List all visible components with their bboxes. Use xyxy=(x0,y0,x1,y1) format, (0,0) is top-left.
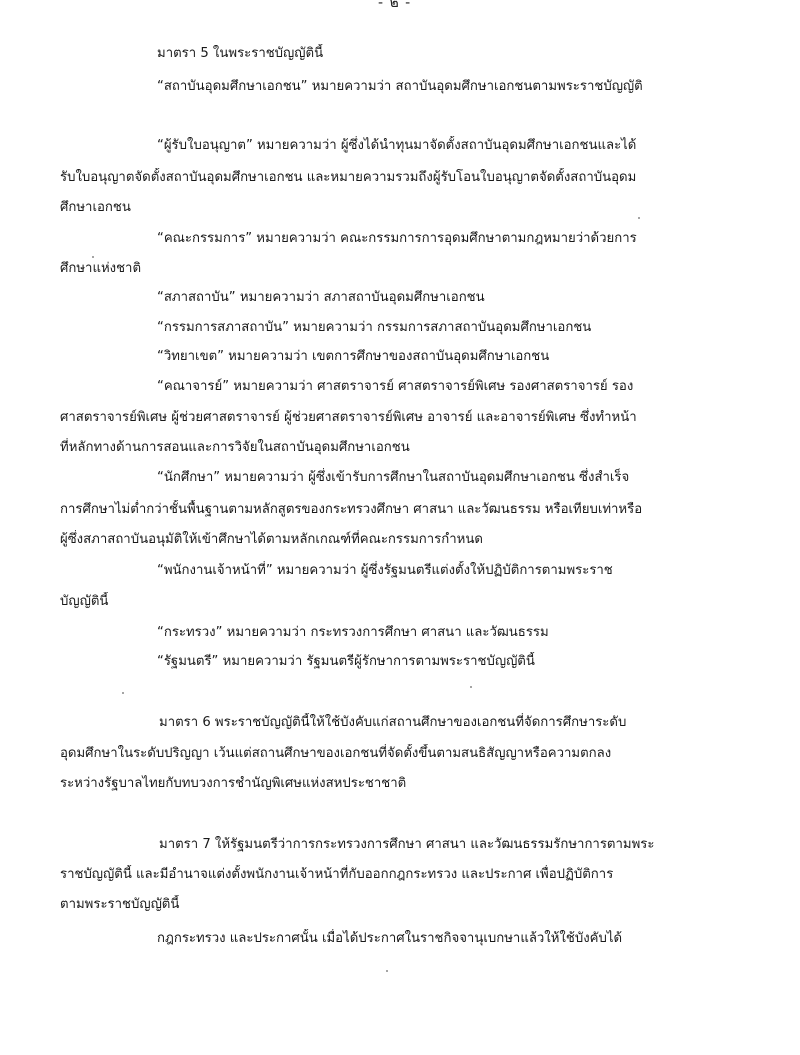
definition-committee: “คณะกรรมการ” หมายความว่า คณะกรรมการการอุดมศึกษาตามกฎหมายว่าด้วยการ xyxy=(157,231,637,246)
definition-committee-end: ศึกษาแห่งชาติ xyxy=(60,261,142,276)
section-6-text: มาตรา 6 พระราชบัญญัตินี้ให้ใช้บังคับแก่สถานศึกษาของเอกชนที่จัดการศึกษาระดับ xyxy=(159,715,627,730)
section-7-end: ตามพระราชบัญญัตินี้ xyxy=(60,897,180,912)
definition-student-end: ผู้ซึ่งสภาสถาบันอนุมัติให้เข้าศึกษาได้ตามหลักเกณฑ์ที่คณะกรรมการกำหนด xyxy=(60,532,483,547)
scan-speck xyxy=(470,686,472,688)
ministerial-regulation-effect: กฎกระทรวง และประกาศนั้น เมื่อได้ประกาศในราชกิจจานุเบกษาแล้วให้ใช้บังคับได้ xyxy=(157,931,623,946)
definition-faculty-continued: ศาสตราจารย์พิเศษ ผู้ช่วยศาสตราจารย์ ผู้ช่วยศาสตราจารย์พิเศษ อาจารย์ และอาจารย์พิเศษ ซึ่งทำหน้า xyxy=(60,410,637,425)
scan-speck xyxy=(638,217,640,219)
definition-council-member: “กรรมการสภาสถาบัน” หมายความว่า กรรมการสภาสถาบันอุดมศึกษาเอกชน xyxy=(157,320,592,335)
definition-faculty: “คณาจารย์” หมายความว่า ศาสตราจารย์ ศาสตราจารย์พิเศษ รองศาสตราจารย์ รอง xyxy=(157,379,634,394)
section-7-text: มาตรา 7 ให้รัฐมนตรีว่าการกระทรวงการศึกษา ศาสนา และวัฒนธรรมรักษาการตามพระ xyxy=(159,837,655,852)
definition-licensee: “ผู้รับใบอนุญาต” หมายความว่า ผู้ซึ่งได้นำทุนมาจัดตั้งสถาบันอุดมศึกษาเอกชนและได้ xyxy=(157,138,637,153)
definition-student: “นักศึกษา” หมายความว่า ผู้ซึ่งเข้ารับการศึกษาในสถาบันอุดมศึกษาเอกชน ซึ่งสำเร็จ xyxy=(157,470,630,485)
section-7-continued: ราชบัญญัตินี้ และมีอำนาจแต่งตั้งพนักงานเจ้าหน้าที่กับออกกฎกระทรวง และประกาศ เพื่อปฏิบัติการ xyxy=(60,867,614,882)
definition-student-continued: การศึกษาไม่ต่ำกว่าชั้นพื้นฐานตามหลักสูตรของกระทรวงศึกษา ศาสนา และวัฒนธรรม หรือเทียบเท่าหรือ xyxy=(60,502,643,517)
section-5-heading: มาตรา 5 ในพระราชบัญญัตินี้ xyxy=(157,46,324,61)
section-6-continued: อุดมศึกษาในระดับปริญญา เว้นแต่สถานศึกษาของเอกชนที่จัดตั้งขึ้นตามสนธิสัญญาหรือความตกลง xyxy=(60,746,612,761)
definition-official-end: บัญญัตินี้ xyxy=(60,594,109,609)
section-6-end: ระหว่างรัฐบาลไทยกับทบวงการชำนัญพิเศษแห่งสหประชาชาติ xyxy=(60,776,407,791)
scan-speck xyxy=(122,692,124,694)
definition-licensee-continued: รับใบอนุญาตจัดตั้งสถาบันอุดมศึกษาเอกชน และหมายความรวมถึงผู้รับโอนใบอนุญาตจัดตั้งสถาบันอุดม xyxy=(60,170,637,185)
definition-official: “พนักงานเจ้าหน้าที่” หมายความว่า ผู้ซึ่งรัฐมนตรีแต่งตั้งให้ปฏิบัติการตามพระราช xyxy=(157,563,613,578)
definition-faculty-end: ที่หลักทางด้านการสอนและการวิจัยในสถาบันอุดมศึกษาเอกชน xyxy=(60,440,410,455)
page-number-fragment: - ๒ - xyxy=(378,0,412,11)
definition-minister: “รัฐมนตรี” หมายความว่า รัฐมนตรีผู้รักษาการตามพระราชบัญญัตินี้ xyxy=(157,654,535,669)
definition-private-institution: “สถาบันอุดมศึกษาเอกชน” หมายความว่า สถาบันอุดมศึกษาเอกชนตามพระราชบัญญัติ xyxy=(157,79,643,94)
scan-speck xyxy=(386,970,388,972)
definition-ministry: “กระทรวง” หมายความว่า กระทรวงการศึกษา ศาสนา และวัฒนธรรม xyxy=(157,625,549,640)
definition-institution-council: “สภาสถาบัน” หมายความว่า สภาสถาบันอุดมศึกษาเอกชน xyxy=(157,290,485,305)
scan-speck xyxy=(92,256,94,258)
definition-campus: “วิทยาเขต” หมายความว่า เขตการศึกษาของสถาบันอุดมศึกษาเอกชน xyxy=(157,349,550,364)
definition-licensee-end: ศึกษาเอกชน xyxy=(60,200,131,215)
